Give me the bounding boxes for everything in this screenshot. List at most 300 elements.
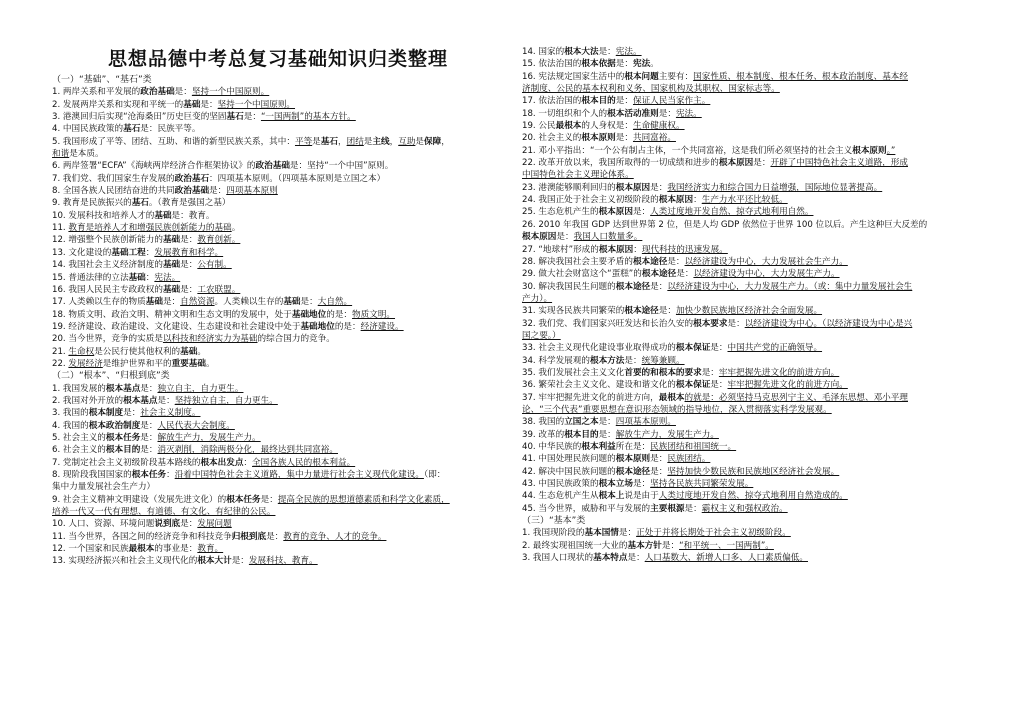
- text-segment: 6. 社会主义的: [52, 445, 106, 456]
- text-segment: 22.: [52, 358, 69, 369]
- text-segment: 生产力水平还比较低。: [701, 195, 788, 206]
- text-line: [52, 296, 504, 308]
- text-segment: 平等: [294, 136, 313, 147]
- text-segment: 消灭剥削，消除两极分化，最终达到共同富裕。: [157, 445, 338, 456]
- text-segment: 4. 中国民族政策的: [52, 124, 124, 135]
- text-segment: 41. 中国处理民族问题的: [522, 454, 616, 465]
- text-segment: 全国各族人民的根本利益。: [252, 457, 356, 468]
- text-segment: 根本原因: [598, 207, 633, 218]
- text-segment: 44. 生态危机产生从: [522, 491, 599, 502]
- text-line: [52, 506, 504, 518]
- text-segment: 坚持独立自主，自力更生。: [174, 395, 278, 406]
- text-segment: 四项基本原则。: [615, 417, 676, 428]
- text-line: [52, 309, 504, 321]
- text-line: [52, 148, 504, 160]
- text-segment: 是：: [618, 528, 637, 539]
- text-segment: 。: [205, 358, 215, 369]
- text-segment: 是：坚持“一个中国”原则。: [289, 161, 394, 172]
- page-title: 思想品德中考总复习基础知识归类整理: [107, 48, 448, 70]
- text-segment: 根本大计: [197, 556, 232, 567]
- text-segment: 加快少数民族地区经济社会全面发展。: [675, 306, 823, 317]
- text-segment: 基石: [123, 124, 141, 135]
- text-segment: 是：: [266, 531, 284, 542]
- text-line: [522, 342, 982, 354]
- text-segment: 是：: [658, 306, 676, 317]
- text-segment: 根本出发点: [200, 457, 244, 468]
- text-segment: 的人身权是：: [581, 121, 633, 132]
- text-segment: 宪法。: [154, 272, 181, 283]
- text-segment: 是：: [180, 260, 198, 271]
- text-segment: 1. 我国发展的: [52, 383, 106, 394]
- text-line: [52, 234, 504, 246]
- text-line: [522, 256, 982, 268]
- text-segment: ，: [389, 136, 399, 147]
- text-segment: 是：: [180, 284, 198, 295]
- text-segment: 的就是：必须坚持马克思列宁主义、毛泽东思想、邓小平理: [684, 392, 908, 403]
- text-segment: 37. 牢牢把握先进文化的前进方向，: [522, 392, 659, 403]
- text-line: [52, 518, 504, 530]
- text-segment: 是：: [624, 355, 642, 366]
- text-segment: 开辟了中国特色社会主义道路，形成: [770, 158, 908, 169]
- text-segment: ：: [145, 272, 155, 283]
- text-segment: 是：: [710, 343, 728, 354]
- text-segment: 16. 我国人民民主专政政权的: [52, 284, 163, 295]
- text-segment: 是：: [615, 59, 633, 70]
- text-segment: 工农联盟。: [197, 284, 241, 295]
- text-segment: 根本途径: [615, 466, 651, 477]
- text-line: [522, 231, 982, 243]
- text-segment: 提高全民族的思想道德素质和科学文化素质，: [277, 494, 450, 505]
- text-segment: 基础: [180, 346, 198, 357]
- text-segment: 基本方针: [627, 540, 662, 551]
- text-segment: 5. 社会主义的: [52, 432, 106, 443]
- text-segment: 政治基础: [255, 161, 290, 172]
- text-segment: 18. 物质文明、政治文明、精神文明和生态文明的发展中，处于: [52, 309, 292, 320]
- text-segment: 人民代表大会制度。: [157, 420, 235, 431]
- text-line: [522, 169, 982, 181]
- text-segment: 根本途径: [624, 306, 659, 317]
- text-segment: 23. 港澳能够顺利回归的: [522, 182, 616, 193]
- text-segment: 根本途径: [615, 281, 651, 292]
- text-segment: 人类过度地开发自然、掠夺式地利用自然造成的。: [658, 491, 848, 502]
- text-line: [52, 99, 504, 111]
- text-line: [52, 259, 504, 271]
- text-segment: 根本目的: [581, 96, 616, 107]
- text-line: [522, 490, 982, 502]
- text-segment: 主线: [372, 136, 390, 147]
- text-segment: 根本问题: [624, 71, 659, 82]
- text-segment: ：: [145, 247, 155, 258]
- text-segment: 坚持加快少数民族和民族地区经济社会发展。: [667, 466, 840, 477]
- text-segment: 1. 我国现阶段的: [522, 528, 585, 539]
- text-segment: 大自然。: [317, 297, 353, 308]
- text-segment: 发展问题: [197, 519, 232, 530]
- text-segment: 19. 公民: [522, 121, 556, 132]
- text-segment: 归根到底: [231, 531, 267, 542]
- text-segment: 15. 普通法律的立法: [52, 272, 129, 283]
- text-segment: 公有制。: [197, 260, 232, 271]
- text-segment: 是：: [140, 383, 158, 394]
- text-segment: 是: [363, 136, 373, 147]
- text-segment: 人类过度地开发自然、掠夺式地利用自然。: [650, 207, 814, 218]
- text-segment: 互助: [398, 136, 416, 147]
- text-segment: 以经济建设为中心，大力发展生产力。（或：集中力量发展社会生: [667, 281, 913, 292]
- text-segment: 13. 实现经济振兴和社会主义现代化的: [52, 556, 198, 567]
- text-line: [52, 420, 504, 432]
- text-segment: （即：: [423, 470, 446, 480]
- text-segment: 以经济建设为中心，大力发展社会生产力。: [684, 256, 848, 267]
- text-segment: 最根本: [658, 392, 685, 403]
- text-segment: 17. 人类赖以生存的物质: [52, 297, 146, 308]
- text-segment: 是：: [598, 417, 616, 428]
- text-segment: 最根本: [128, 544, 155, 555]
- text-segment: 坚持一个中国原则。: [191, 87, 270, 98]
- text-segment: 29. 做大社会财富这个“蛋糕”的: [522, 269, 642, 280]
- text-segment: 的是：: [334, 321, 361, 332]
- text-segment: 首要的和根本的要求: [624, 367, 702, 378]
- text-line: [52, 358, 504, 370]
- text-segment: 根本保证: [675, 380, 711, 391]
- text-segment: 基石: [131, 198, 149, 209]
- text-line: [52, 444, 504, 456]
- text-segment: 民族团结和祖国统一。: [650, 442, 737, 452]
- text-line: [522, 132, 982, 144]
- section-heading: [52, 370, 504, 382]
- text-line: [522, 157, 982, 169]
- text-segment: 基础: [145, 297, 163, 308]
- text-line: [522, 416, 982, 428]
- text-line: [52, 284, 504, 296]
- text-segment: 根本原因: [598, 244, 634, 255]
- text-segment: 是：: [676, 269, 694, 280]
- text-segment: 14. 我国社会主义经济制度的: [52, 260, 163, 271]
- text-segment: 是：: [140, 432, 158, 443]
- text-segment: 的综合国力的竞争。: [257, 334, 335, 345]
- text-segment: 8. 全国各族人民团结奋进的共同: [52, 186, 175, 197]
- section-heading: [522, 515, 982, 527]
- text-line: [522, 293, 982, 305]
- text-segment: 是：: [180, 519, 198, 530]
- text-segment: 牢牢把握先进文化的前进方向。: [727, 380, 848, 391]
- text-segment: 40. 中华民族的: [522, 442, 582, 452]
- text-segment: 根本原则: [581, 133, 616, 144]
- text-segment: 基础工程: [111, 247, 146, 258]
- text-line: [52, 123, 504, 135]
- text-segment: 根本目的: [564, 429, 599, 440]
- text-segment: 3. 港澳回归后实现“沧海桑田”历史巨变的坚固: [52, 112, 227, 123]
- text-segment: 。: [197, 346, 206, 357]
- text-segment: 7. 我们党、我们国家生存发展的: [52, 173, 175, 184]
- text-segment: 保障: [424, 136, 442, 147]
- text-segment: 是：: [727, 318, 745, 329]
- text-segment: 是本质。: [69, 149, 104, 160]
- text-line: [522, 219, 982, 231]
- text-segment: 教育是培养人才和增强民族创新能力的基础: [68, 223, 232, 234]
- text-line: [522, 453, 982, 465]
- text-segment: 是：: [140, 420, 158, 431]
- text-segment: 根本途径: [632, 256, 668, 267]
- text-line: [52, 346, 504, 358]
- text-segment: ，: [337, 136, 347, 147]
- text-segment: 和谐: [52, 149, 70, 160]
- text-segment: 是：: [627, 553, 645, 564]
- text-line: [522, 46, 982, 58]
- text-segment: 11. 当今世界，各国之间的经济竞争和科技竞争: [52, 531, 232, 542]
- text-line: [52, 160, 504, 172]
- text-segment: 。（教育是强国之基）: [148, 198, 231, 209]
- text-segment: 27. “地球村”形成的: [522, 244, 599, 255]
- text-segment: ：: [243, 457, 253, 468]
- text-segment: 根本利益: [581, 442, 616, 452]
- text-segment: 集中力量发展社会生产力）: [52, 482, 156, 493]
- text-segment: 政治基础: [174, 186, 210, 197]
- text-segment: 发展科技、教育。: [248, 556, 318, 567]
- text-segment: 中国特色社会主义理论体系。: [522, 170, 634, 181]
- left-column: [52, 74, 504, 568]
- text-segment: 36. 繁荣社会主义文化、建设和谐文化的: [522, 380, 676, 391]
- text-line: [52, 185, 504, 197]
- text-line: [52, 494, 504, 506]
- text-segment: ：: [693, 195, 702, 206]
- text-segment: 霸权主义和强权政治。: [701, 503, 788, 514]
- text-segment: 基本国情: [584, 528, 619, 539]
- text-segment: 根本制度: [88, 408, 124, 419]
- text-line: [522, 330, 982, 342]
- text-line: [522, 552, 982, 564]
- text-segment: 解放生产力，发展生产力。: [157, 432, 261, 443]
- text-line: [522, 268, 982, 280]
- text-segment: 9. 社会主义精神文明建设（发展先进文化）的: [52, 494, 227, 505]
- text-line: [52, 432, 504, 444]
- text-segment: （一）“基础”、“基石”类: [52, 75, 152, 85]
- text-segment: 团结: [346, 136, 364, 147]
- text-segment: 5. 我国形成了平等、团结、互助、和谐的新型民族关系，其中：: [52, 136, 295, 147]
- text-segment: 所在是：: [615, 442, 651, 452]
- text-line: [522, 206, 982, 218]
- text-segment: 是：: [260, 494, 278, 505]
- text-segment: 根本原则: [852, 145, 887, 156]
- text-segment: 根本上: [598, 491, 625, 502]
- text-segment: 28. 解决我国社会主要矛盾的: [522, 256, 633, 267]
- text-line: [522, 145, 982, 157]
- text-segment: 是：: [140, 445, 158, 456]
- text-line: [52, 210, 504, 222]
- text-segment: 31. 实现各民族共同繁荣的: [522, 306, 625, 317]
- text-segment: 基础: [183, 99, 201, 110]
- text-line: [522, 120, 982, 132]
- text-segment: 政治基础: [140, 87, 175, 98]
- text-segment: 是：: [650, 454, 668, 465]
- text-segment: 根本方法: [589, 355, 625, 366]
- text-segment: 3. 我国人口现状的: [522, 553, 594, 564]
- text-line: [522, 367, 982, 379]
- text-segment: 是：: [632, 207, 651, 218]
- text-segment: 16. 宪法规定国家生活中的: [522, 71, 625, 82]
- text-segment: 基础: [162, 235, 181, 246]
- text-line: [522, 108, 982, 120]
- text-segment: ：四项基本原则。（四项基本原则是立国之本）: [209, 173, 386, 184]
- text-segment: 12. 增强整个民族创新能力的: [52, 235, 163, 246]
- text-segment: 是：: [162, 297, 181, 308]
- text-segment: 的事业是：: [154, 544, 198, 555]
- text-segment: 是：: [753, 158, 771, 169]
- text-line: [52, 222, 504, 234]
- text-segment: 主要有：: [658, 71, 694, 82]
- text-segment: 根本原因: [718, 158, 754, 169]
- text-line: [522, 318, 982, 330]
- text-segment: 。”: [886, 145, 896, 156]
- text-segment: 33. 社会主义现代化建设事业取得成功的: [522, 343, 676, 354]
- text-segment: 是: [312, 136, 321, 147]
- text-line: [52, 481, 504, 493]
- text-segment: 基石: [320, 136, 338, 147]
- text-line: [52, 383, 504, 395]
- text-line: [522, 503, 982, 515]
- text-segment: 重要基础: [171, 358, 206, 369]
- text-segment: 是维护世界和平的: [102, 358, 172, 369]
- text-segment: 18. 一切组织和个人的: [522, 108, 608, 119]
- text-line: [522, 305, 982, 317]
- text-line: [522, 429, 982, 441]
- text-line: [522, 83, 982, 95]
- text-segment: 产力）。: [522, 293, 553, 304]
- text-segment: 是：: [650, 182, 668, 193]
- text-segment: 是：: [615, 96, 633, 107]
- text-segment: 正处于并将长期处于社会主义初级阶段。: [636, 528, 791, 539]
- text-segment: 立国之本: [564, 417, 599, 428]
- text-line: [52, 395, 504, 407]
- text-segment: 坚持一个中国原则。: [217, 99, 296, 110]
- text-segment: 7. 党制定社会主义初级阶段基本路线的: [52, 457, 201, 468]
- text-segment: 统筹兼顾。: [641, 355, 685, 366]
- text-segment: 根本原因: [658, 195, 694, 206]
- text-segment: 基石: [226, 112, 244, 123]
- text-segment: 物质文明。: [352, 309, 396, 320]
- text-segment: 生命权: [68, 346, 95, 357]
- text-segment: 11.: [52, 223, 69, 234]
- text-segment: 政治基石: [174, 173, 210, 184]
- text-segment: 发展教育和科学。: [154, 247, 224, 258]
- text-segment: 是：: [209, 186, 227, 197]
- text-segment: 牢牢把握先进文化的前进方向。: [718, 367, 840, 378]
- text-segment: 根本大法: [564, 47, 599, 57]
- text-segment: 根本依据: [581, 59, 616, 70]
- text-segment: 人口基数大、新增人口多、人口素质偏低。: [644, 553, 808, 564]
- text-line: [52, 197, 504, 209]
- text-segment: 是：: [615, 133, 633, 144]
- text-segment: 是：: [598, 429, 616, 440]
- text-segment: 中国共产党的正确领导。: [727, 343, 823, 354]
- text-segment: 24. 我国正处于社会主义初级阶段的: [522, 195, 659, 206]
- text-segment: 是：: [701, 367, 719, 378]
- text-line: [52, 272, 504, 284]
- text-line: [522, 281, 982, 293]
- text-segment: 26. 2010 年我国 GDP 达到世界第 2 位，但是人均 GDP 依然位于世界 100 位以后。产生这种巨大反差的: [522, 219, 928, 230]
- text-segment: 根本任务: [105, 432, 141, 443]
- text-segment: 。: [650, 59, 659, 70]
- text-segment: 根本政治制度: [88, 420, 141, 431]
- text-segment: 是：: [556, 232, 574, 243]
- text-segment: 的是：: [326, 309, 353, 320]
- text-segment: 42. 解决中国民族问题的: [522, 466, 616, 477]
- text-segment: 是：民族平等。: [140, 124, 201, 135]
- text-segment: 是公民行使其他权利的: [94, 346, 181, 357]
- text-segment: 13. 文化建设的: [52, 247, 112, 258]
- text-segment: 根本活动准则: [607, 108, 659, 119]
- text-segment: 根本任务: [131, 470, 167, 480]
- text-line: [522, 527, 982, 539]
- text-segment: 保证人民当家作主。: [632, 96, 711, 107]
- text-segment: 我国人口数量多。: [573, 232, 643, 243]
- text-segment: 9. 教育是民族振兴的: [52, 198, 132, 209]
- text-segment: 22. 改革开放以来，我国所取得的一切成绩和进步的: [522, 158, 719, 169]
- text-segment: 根本基点: [105, 383, 141, 394]
- text-segment: 2. 最终实现祖国统一大业的: [522, 540, 628, 551]
- text-segment: 35. 我们发展社会主义文化: [522, 367, 625, 378]
- text-segment: 宪法。: [675, 108, 702, 119]
- text-segment: 根本原则: [615, 454, 651, 465]
- text-segment: 10. 发展科技和培养人才的: [52, 210, 155, 221]
- text-segment: 。人类赖以生存的: [214, 297, 284, 308]
- text-segment: 是：: [174, 87, 192, 98]
- text-segment: 济制度、公民的基本权利和义务、国家机构及其职权、国家标志等。: [522, 84, 780, 95]
- text-segment: 基本特点: [593, 553, 628, 564]
- text-line: [52, 469, 504, 481]
- text-line: [522, 95, 982, 107]
- text-segment: 30. 解决我国民生问题的: [522, 281, 616, 292]
- text-line: [52, 136, 504, 148]
- text-line: [522, 355, 982, 367]
- text-segment: 32. 我们党、我们国家兴旺发达和长治久安的: [522, 318, 694, 329]
- text-segment: 民族团结。: [667, 454, 711, 465]
- text-segment: 是：: [123, 408, 141, 419]
- text-segment: 生命健康权。: [632, 121, 685, 132]
- text-segment: 说是由于: [624, 491, 659, 502]
- text-segment: 是：: [650, 466, 668, 477]
- text-line: [522, 71, 982, 83]
- text-segment: 是：: [658, 108, 676, 119]
- text-segment: 主要根源: [650, 503, 685, 514]
- text-segment: 是：: [684, 503, 702, 514]
- text-segment: 38. 我国的: [522, 417, 565, 428]
- text-segment: 17. 依法治国的: [522, 96, 582, 107]
- text-segment: 解放生产力，发展生产力。: [615, 429, 719, 440]
- text-line: [52, 111, 504, 123]
- text-segment: 宪法。: [615, 47, 642, 57]
- text-segment: 39. 改革的: [522, 429, 565, 440]
- text-segment: 发展经济: [68, 358, 103, 369]
- text-segment: 自然资源: [180, 297, 215, 308]
- text-segment: 根本基点: [123, 395, 158, 406]
- text-segment: 15. 依法治国的: [522, 59, 582, 70]
- text-line: [522, 392, 982, 404]
- text-segment: 四项基本原则: [226, 186, 278, 197]
- text-segment: 坚持各民族共同繁荣发展。: [650, 479, 754, 490]
- text-segment: 根本目的: [105, 445, 141, 456]
- text-segment: 21.: [52, 346, 69, 357]
- text-segment: 1. 两岸关系和平发展的: [52, 87, 141, 98]
- text-line: [522, 404, 982, 416]
- text-segment: 以经济建设为中心，大力发展生产力。: [693, 269, 840, 280]
- text-segment: 4. 我国的: [52, 420, 89, 431]
- text-segment: 是：: [243, 112, 261, 123]
- text-segment: 是：教育。: [171, 210, 215, 221]
- text-segment: “一国两制”的基本方针。: [260, 112, 356, 123]
- text-line: [522, 540, 982, 552]
- text-segment: 是：: [661, 540, 680, 551]
- text-segment: 教育。: [197, 544, 224, 555]
- text-line: [52, 321, 504, 333]
